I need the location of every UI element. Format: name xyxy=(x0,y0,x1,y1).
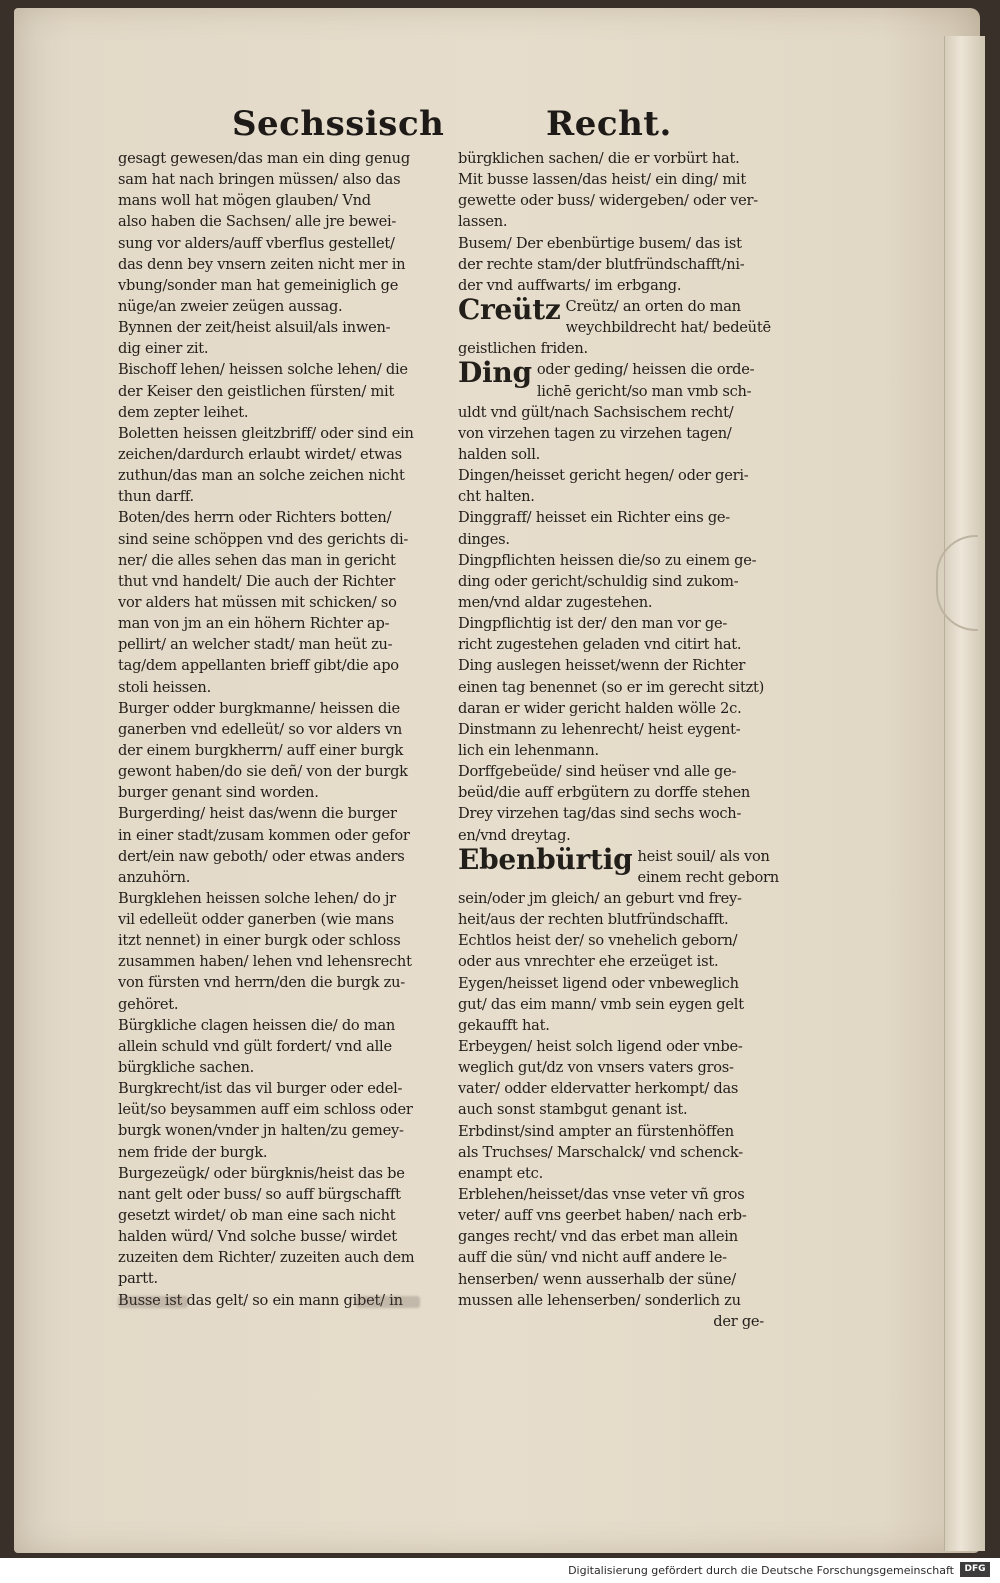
text-line: zuzeiten dem Richter/ zuzeiten auch dem xyxy=(118,1249,415,1267)
text-line: auff die sün/ vnd nicht auff andere le- xyxy=(458,1249,727,1267)
text-line: gewette oder buss/ widergeben/ oder ver- xyxy=(458,192,758,210)
right-column xyxy=(458,148,779,1332)
text-line: einen tag benennet (so er im gerecht sitzt) xyxy=(458,678,764,696)
right-mid-block xyxy=(458,402,764,846)
text-line: richt zugestehen geladen vnd citirt hat. xyxy=(458,636,742,654)
footer-credit: Digitalisierung gefördert durch die Deutsche Forschungsgemeinschaft xyxy=(568,1564,954,1577)
text-line: tag/dem appellanten brieff gibt/die apo xyxy=(118,657,399,675)
text-line: Dorffgebeüde/ sind heüser vnd alle ge- xyxy=(458,763,737,781)
right-top-block xyxy=(458,148,764,296)
text-line: pellirt/ an welcher stadt/ man heüt zu- xyxy=(118,636,393,654)
text-line: itzt nennet) in einer burgk oder schloss xyxy=(118,932,401,950)
initial-creutz: Creütz xyxy=(458,292,561,326)
text-line: ding oder gericht/schuldig sind zukom- xyxy=(458,572,739,590)
text-line: bürgkliche sachen. xyxy=(118,1059,255,1077)
text-line: nant gelt oder buss/ so auff bürgschafft xyxy=(118,1185,401,1203)
text-line: vor alders hat müssen mit schicken/ so xyxy=(118,593,397,611)
text-line: dert/ein naw geboth/ oder etwas anders xyxy=(118,847,405,865)
text-line: burgk wonen/vnder jn halten/zu gemey- xyxy=(118,1122,404,1140)
running-head-left: Sechssisch xyxy=(232,104,445,144)
right-bottom-block xyxy=(458,888,764,1311)
text-line: halden würd/ Vnd solche busse/ wirdet xyxy=(118,1228,397,1246)
text-line: Burger odder burgkmanne/ heissen die xyxy=(118,699,400,717)
text-line: der einem burgkherrn/ auff einer burgk xyxy=(118,741,404,759)
text-line: man von jm an ein höhern Richter ap- xyxy=(118,615,390,633)
text-line: uldt vnd gült/nach Sachsischem recht/ xyxy=(458,403,734,421)
text-line: ganerben vnd edelleüt/ so vor alders vn xyxy=(118,720,403,738)
text-line: Bynnen der zeit/heist alsuil/als inwen- xyxy=(118,319,391,337)
text-line: Ding auslegen heisset/wenn der Richter xyxy=(458,657,746,675)
text-line: Dingpflichten heissen die/so zu einem ge- xyxy=(458,551,757,569)
text-line: in einer stadt/zusam kommen oder gefor xyxy=(118,826,410,844)
text-line: leüt/so beysammen auff eim schloss oder xyxy=(118,1101,413,1119)
text-line: sein/oder jm gleich/ an geburt vnd frey- xyxy=(458,889,742,907)
text-line: Busse ist das gelt/ so ein mann gibet/ in xyxy=(118,1291,403,1309)
text-line: heit/aus der rechten blutfründschafft. xyxy=(458,911,729,929)
initial-ding: Ding xyxy=(458,356,532,390)
text-line: henserben/ wenn ausserhalb der süne/ xyxy=(458,1270,736,1288)
text-line: thut vnd handelt/ Die auch der Richter xyxy=(118,572,396,590)
text-line: mussen alle lehenserben/ sonderlich zu xyxy=(458,1291,741,1309)
text-line: Drey virzehen tag/das sind sechs woch- xyxy=(458,805,742,823)
text-line: Burgklehen heissen solche lehen/ do jr xyxy=(118,889,396,907)
text-line: Erblehen/heisset/das vnse veter vñ gros xyxy=(458,1185,745,1203)
text-line: geistlichen friden. xyxy=(458,340,588,358)
text-line: gesagt gewesen/das man ein ding genug xyxy=(118,150,410,167)
text-line: also haben die Sachsen/ alle jre bewei- xyxy=(118,213,397,231)
text-line: bürgklichen sachen/ die er vorbürt hat. xyxy=(458,150,740,167)
initial-ebenburtig: Ebenbürtig xyxy=(458,842,633,876)
text-line: vater/ odder eldervatter herkompt/ das xyxy=(458,1080,739,1098)
text-line: thun darff. xyxy=(118,488,194,506)
text-line: oder aus vnrechter ehe erzeüget ist. xyxy=(458,953,719,971)
text-line: Dingen/heisset gericht hegen/ oder geri- xyxy=(458,467,749,485)
text-line: Burgkrecht/ist das vil burger oder edel- xyxy=(118,1080,403,1098)
text-line: Bürgkliche clagen heissen die/ do man xyxy=(118,1016,396,1034)
text-line: gehöret. xyxy=(118,995,179,1013)
text-line: men/vnd aldar zugestehen. xyxy=(458,593,653,611)
text-line: Boletten heissen gleitzbriff/ oder sind ein xyxy=(118,424,414,442)
text-line: Erbdinst/sind ampter an fürstenhöffen xyxy=(458,1122,734,1140)
text-line: halden soll. xyxy=(458,446,541,463)
text-line: Burgerding/ heist das/wenn die burger xyxy=(118,805,397,823)
text-line: mans woll hat mögen glauben/ Vnd xyxy=(118,192,371,210)
text-line: gekaufft hat. xyxy=(458,1016,550,1034)
text-line: vbung/sonder man hat gemeiniglich ge xyxy=(118,276,399,294)
text-line: daran er wider gericht halden wölle 2c. xyxy=(458,699,742,717)
text-line: der rechte stam/der blutfründschafft/ni- xyxy=(458,255,745,273)
text-line: Dinggraff/ heisset ein Richter eins ge- xyxy=(458,509,730,527)
text-line: von fürsten vnd herrn/den die burgk zu- xyxy=(118,974,405,992)
text-line: auch sonst stambgut genant ist. xyxy=(458,1101,688,1119)
running-head-right: Recht. xyxy=(546,104,672,144)
text-line: von virzehen tagen zu virzehen tagen/ xyxy=(458,424,732,442)
ebenburtig-entry xyxy=(458,842,779,888)
text-line: als Truchses/ Marschalck/ vnd schenck- xyxy=(458,1143,743,1161)
text-line: zeichen/dardurch erlaubt wirdet/ etwas xyxy=(118,445,402,463)
text-line: lassen. xyxy=(458,213,508,231)
text-line: veter/ auff vns geerbet haben/ nach erb- xyxy=(458,1207,747,1225)
text-line: der Keiser den geistlichen fürsten/ mit xyxy=(118,382,395,400)
text-line: gut/ das eim mann/ vmb sein eygen gelt xyxy=(458,995,744,1013)
text-line: Bischoff lehen/ heissen solche lehen/ die xyxy=(118,361,408,379)
ding-entry xyxy=(458,356,764,401)
text-line: beüd/die auff erbgütern zu dorffe stehen xyxy=(458,784,751,802)
text-line: allein schuld vnd gült fordert/ vnd alle xyxy=(118,1037,392,1055)
text-line: Busem/ Der ebenbürtige busem/ das ist xyxy=(458,234,742,252)
page-edge xyxy=(944,36,985,1551)
text-line: einem recht geborn xyxy=(637,868,779,886)
text-line: das denn bey vnsern zeiten nicht mer in xyxy=(118,255,406,273)
text-line: oder geding/ heissen die orde- xyxy=(536,361,755,379)
text-line: nem fride der burgk. xyxy=(118,1143,268,1161)
text-line: lich ein lehenmann. xyxy=(458,741,599,759)
text-line: dinges. xyxy=(458,530,510,548)
text-line: der vnd auffwarts/ im erbgang. xyxy=(458,276,682,294)
footer-bar xyxy=(0,1558,1000,1583)
left-column xyxy=(118,148,448,1311)
text-line: gesetzt wirdet/ ob man eine sach nicht xyxy=(118,1207,396,1225)
text-line: cht halten. xyxy=(458,488,535,506)
text-line: en/vnd dreytag. xyxy=(458,826,571,844)
text-line: dem zepter leihet. xyxy=(118,403,249,421)
text-line: zuthun/das man an solche zeichen nicht xyxy=(118,467,405,485)
text-line: Creütz/ an orten do man xyxy=(565,297,741,315)
text-line: Dinstmann zu lehenrecht/ heist eygent- xyxy=(458,720,741,738)
text-line: Burgezeügk/ oder bürgknis/heist das be xyxy=(118,1164,405,1182)
text-line: stoli heissen. xyxy=(118,678,211,696)
text-line: nüge/an zweier zeügen aussag. xyxy=(118,297,343,315)
text-line: lichē gericht/so man vmb sch- xyxy=(536,382,752,400)
text-line: sam hat nach bringen müssen/ also das xyxy=(118,171,401,189)
text-line: Mit busse lassen/das heist/ ein ding/ mit xyxy=(458,171,746,189)
text-line: sind seine schöppen vnd des gerichts di- xyxy=(118,530,409,548)
text-line: zusammen haben/ lehen vnd lehensrecht xyxy=(118,953,412,971)
text-line: heist souil/ als von xyxy=(637,847,770,865)
text-line: weychbildrecht hat/ bedeütē xyxy=(565,319,771,337)
text-line: weglich gut/dz von vnsers vaters gros- xyxy=(458,1059,734,1077)
creutz-entry xyxy=(458,292,771,338)
text-line: sung vor alders/auff vberflus gestellet/ xyxy=(118,234,395,252)
text-line: burger genant sind worden. xyxy=(118,784,319,802)
ink-smudge xyxy=(118,1296,188,1308)
text-line: enampt etc. xyxy=(458,1164,543,1182)
catchword: der ge- xyxy=(713,1312,764,1330)
text-line: dig einer zit. xyxy=(118,340,209,358)
text-line: anzuhörn. xyxy=(118,868,191,886)
text-line: Eygen/heisset ligend oder vnbeweglich xyxy=(458,974,739,992)
text-line: vil edelleüt odder ganerben (wie mans xyxy=(118,911,394,929)
text-line: Dingpflichtig ist der/ den man vor ge- xyxy=(458,615,728,633)
text-line: Erbeygen/ heist solch ligend oder vnbe- xyxy=(458,1037,743,1055)
text-line: ganges recht/ vnd das erbet man allein xyxy=(458,1228,738,1246)
text-line: ner/ die alles sehen das man in gericht xyxy=(118,551,396,569)
dfg-logo: DFG xyxy=(960,1562,990,1577)
text-line: gewont haben/do sie deñ/ von der burgk xyxy=(118,763,408,781)
text-line: Echtlos heist der/ so vnehelich geborn/ xyxy=(458,932,738,950)
ink-smudge xyxy=(356,1296,420,1308)
text-line: partt. xyxy=(118,1270,158,1288)
text-line: Boten/des herrn oder Richters botten/ xyxy=(118,509,392,527)
